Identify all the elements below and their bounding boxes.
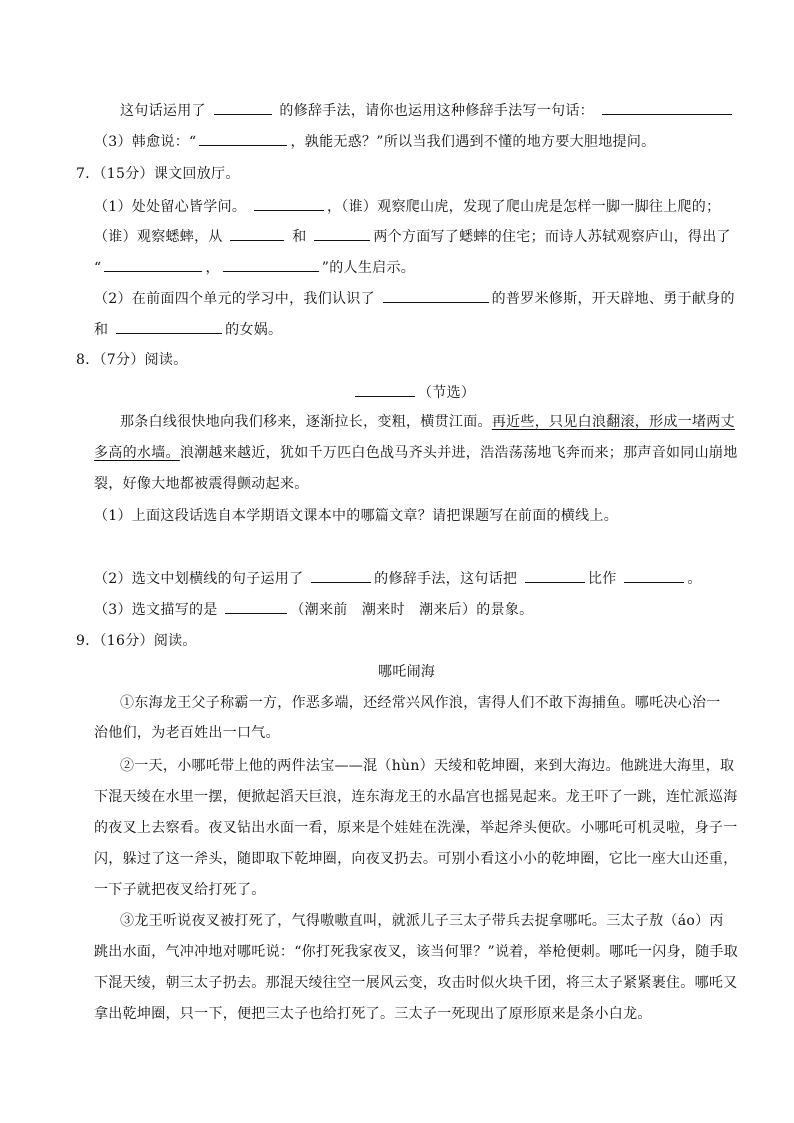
q9-p1-line: 治他们，为老百姓出一口气。	[94, 725, 280, 741]
q7-p1-line2	[94, 226, 731, 247]
text: 和	[292, 229, 307, 245]
text: （2）在前面四个单元的学习中，我们认识了	[94, 291, 375, 307]
q9-p3-line: 下混天绫，朝三太子扔去。那混天绫往空一展风云变，攻击时似火块千团，将三太子紧紧裹住。哪吒又	[94, 975, 738, 991]
text: 两个方面写了蟋蟀的住宅；而诗人苏轼观察庐山，得出了	[373, 229, 731, 245]
q8-header: 8．（7分）阅读。	[76, 352, 188, 368]
text: 比作	[587, 571, 617, 587]
q7-header: 7．（15分）课文回放厅。	[76, 166, 240, 182]
text: （潮来前 潮来时 潮来后）的景象。	[290, 602, 534, 618]
text: “	[94, 260, 102, 276]
text: ，	[205, 260, 220, 276]
q9-p2-line: ②一天，小哪吒带上他的两件法宝——混（hùn）天绫和乾坤圈，来到大海边。他跳进大海里，取	[120, 758, 735, 774]
text: ，（谁）观察爬山虎，发现了爬山虎是怎样一脚一脚往上爬的；	[326, 199, 721, 215]
answer-blank[interactable]	[116, 319, 222, 334]
text: （3）选文描写的是	[94, 602, 218, 618]
q9-p3-line: ③龙王听说夜叉被打死了，气得嗷嗷直叫，就派儿子三太子带兵去捉拿哪吒。三太子敖（áo）丙	[120, 913, 724, 929]
q8-para-line1	[120, 412, 735, 432]
text: 这句话运用了	[120, 103, 206, 119]
text: 的修辞手法，这句话把	[374, 571, 518, 587]
answer-blank[interactable]	[602, 100, 732, 115]
answer-blank[interactable]	[314, 226, 370, 241]
text: （谁）观察蟋蟀，从	[94, 229, 223, 245]
q7-p2-line1	[94, 288, 735, 309]
text: （1）处处留心皆学问。	[94, 199, 247, 215]
q6-line1	[120, 100, 735, 121]
answer-blank[interactable]	[624, 568, 684, 583]
q9-title: 哪吒闹海	[378, 664, 436, 680]
answer-blank[interactable]	[311, 568, 371, 583]
answer-blank[interactable]	[104, 257, 202, 272]
text: 的普罗米修斯，开天辟地、勇于献身的	[491, 291, 735, 307]
answer-blank[interactable]	[199, 131, 287, 146]
underlined-text: 多高的水墙。	[94, 445, 180, 461]
answer-blank[interactable]	[230, 226, 284, 241]
q6-line2	[94, 131, 655, 152]
answer-blank[interactable]	[223, 257, 319, 272]
text: （节选）	[418, 385, 476, 401]
answer-blank[interactable]	[214, 100, 272, 115]
q9-p2-line: 闪，躲过了这一斧头，随即取下乾坤圈，向夜叉扔去。可别小看这小小的乾坤圈，它比一座大山还重，	[94, 851, 738, 867]
answer-blank[interactable]	[254, 196, 324, 211]
q8-q3	[94, 599, 533, 620]
text: 那条白线很快地向我们移来，逐渐拉长，变粗，横贯江面。	[120, 414, 492, 430]
q8-q1: （1）上面这段话选自本学期语文课本中的哪篇文章？请把课题写在前面的横线上。	[94, 508, 619, 524]
q9-p2-line: 下混天绫在水里一摆，便掀起滔天巨浪，连东海龙王的水晶宫也摇晃起来。龙王吓了一跳，连忙派巡海	[94, 789, 738, 805]
text: ，孰能无惑？”所以当我们遇到不懂的地方要大胆地提问。	[290, 134, 656, 150]
text: 。	[687, 571, 702, 587]
q9-header: 9．（16分）阅读。	[76, 633, 197, 649]
text: （2）选文中划横线的句子运用了	[94, 571, 304, 587]
answer-blank[interactable]	[383, 288, 489, 303]
q8-q2	[94, 568, 702, 589]
q9-p2-line: 一下子就把夜叉给打死了。	[94, 882, 266, 898]
q9-p3-line: 跳出水面，气冲冲地对哪吒说：“你打死我家夜叉，该当何罪？”说着，举枪便刺。哪吒一闪身，随手取	[94, 944, 739, 960]
q8-para-line3: 裂，好像大地都被震得颤动起来。	[94, 476, 309, 492]
text: 的女娲。	[225, 322, 283, 338]
answer-blank[interactable]	[225, 599, 287, 614]
answer-blank[interactable]	[525, 568, 585, 583]
text: 的修辞手法，请你也运用这种修辞手法写一句话：	[279, 103, 594, 119]
q9-p2-line: 的夜叉上去察看。夜叉钻出水面一看，原来是个娃娃在洗澡，举起斧头便砍。小哪吒可机灵啦，身子一	[94, 820, 738, 836]
text: ”的人生启示。	[321, 260, 416, 276]
q7-p1-line3	[94, 257, 415, 278]
underlined-text: 再近些，只见白浪翻滚，形成一堵两丈	[491, 414, 735, 430]
q7-p2-line2	[94, 319, 282, 340]
q9-p1-line: ①东海龙王父子称霸一方，作恶多端，还经常兴风作浪，害得人们不敢下海捕鱼。哪吒决心治一	[120, 695, 721, 711]
title-blank[interactable]	[355, 382, 415, 397]
q8-para-line2	[94, 443, 738, 463]
q7-p1-line1	[94, 196, 720, 217]
q8-title	[352, 382, 475, 403]
text: （3）韩愈说：“	[94, 134, 197, 150]
text: 和	[94, 322, 109, 338]
q9-p3-line: 拿出乾坤圈，只一下，便把三太子也给打死了。三太子一死现出了原形原来是条小白龙。	[94, 1006, 652, 1022]
text: 浪潮越来越近，犹如千万匹白色战马齐头并进，浩浩荡荡地飞奔而来；那声音如同山崩地	[179, 445, 738, 461]
